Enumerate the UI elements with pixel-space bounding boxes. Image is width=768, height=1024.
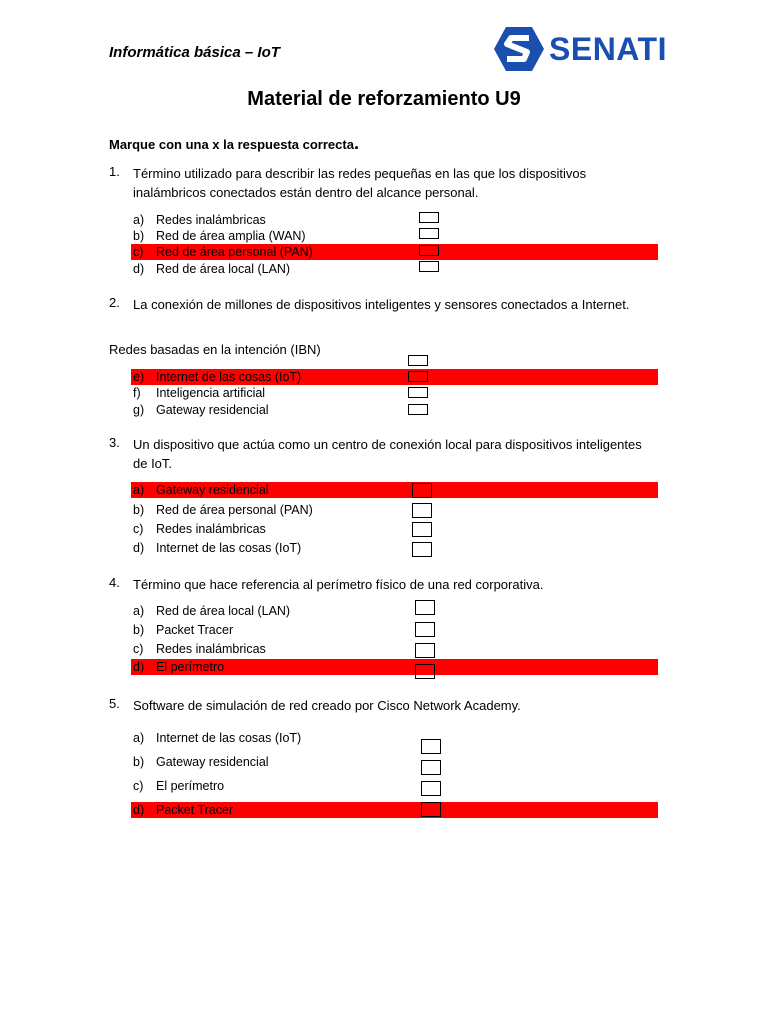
question-number: 2. bbox=[109, 295, 120, 310]
answer-checkbox[interactable] bbox=[415, 664, 435, 679]
question-note: Redes basadas en la intención (IBN) bbox=[109, 342, 321, 357]
answer-checkbox[interactable] bbox=[415, 622, 435, 637]
answer-option: c) Redes inalámbricas bbox=[133, 522, 266, 536]
answer-checkbox[interactable] bbox=[415, 600, 435, 615]
answer-option: d) Red de área local (LAN) bbox=[133, 262, 291, 276]
answer-checkbox[interactable] bbox=[412, 483, 432, 498]
answer-option: a) Redes inalámbricas bbox=[133, 213, 266, 227]
question-number: 3. bbox=[109, 435, 120, 450]
answer-option: c) Redes inalámbricas bbox=[133, 642, 266, 656]
answer-checkbox[interactable] bbox=[412, 542, 432, 557]
question-number: 4. bbox=[109, 575, 120, 590]
instruction-text: Marque con una x la respuesta correcta bbox=[109, 137, 354, 152]
course-title: Informática básica – IoT bbox=[109, 44, 280, 61]
question-text: Término utilizado para describir las redes pequeñas en las que los dispositivos inalámbricos conectados están dentro del alcance personal. bbox=[133, 166, 587, 200]
answer-option: c) El perímetro bbox=[133, 779, 225, 793]
answer-option: b) Packet Tracer bbox=[133, 623, 234, 637]
senati-logo bbox=[493, 26, 683, 72]
answer-option: d) Internet de las cosas (IoT) bbox=[133, 541, 302, 555]
question-number: 5. bbox=[109, 696, 120, 711]
answer-checkbox[interactable] bbox=[412, 503, 432, 518]
answer-checkbox[interactable] bbox=[421, 781, 441, 796]
question-text: Término que hace referencia al perímetro físico de una red corporativa. bbox=[133, 577, 544, 592]
question-text: Un dispositivo que actúa como un centro de conexión local para dispositivos inteligentes de IoT. bbox=[133, 437, 642, 471]
answer-checkbox[interactable] bbox=[408, 355, 428, 366]
question-number: 1. bbox=[109, 164, 120, 179]
answer-checkbox[interactable] bbox=[408, 404, 428, 415]
answer-option: a) Red de área local (LAN) bbox=[133, 604, 291, 618]
answer-checkbox[interactable] bbox=[412, 522, 432, 537]
question-text: Software de simulación de red creado por Cisco Network Academy. bbox=[133, 698, 521, 713]
answer-option: d) Packet Tracer bbox=[133, 803, 234, 817]
answer-checkbox[interactable] bbox=[408, 387, 428, 398]
instruction-dot: . bbox=[353, 133, 359, 153]
answer-option: a) Gateway residencial bbox=[133, 483, 269, 497]
answer-checkbox[interactable] bbox=[415, 643, 435, 658]
answer-checkbox[interactable] bbox=[419, 212, 439, 223]
answer-option: e) Internet de las cosas (IoT) bbox=[133, 370, 302, 384]
answer-checkbox[interactable] bbox=[419, 228, 439, 239]
answer-checkbox[interactable] bbox=[419, 245, 439, 256]
answer-option: g) Gateway residencial bbox=[133, 403, 269, 417]
answer-option: c) Red de área personal (PAN) bbox=[133, 245, 313, 259]
question-text: La conexión de millones de dispositivos inteligentes y sensores conectados a Internet. bbox=[133, 297, 630, 312]
answer-checkbox[interactable] bbox=[421, 739, 441, 754]
answer-option: a) Internet de las cosas (IoT) bbox=[133, 731, 302, 745]
answer-checkbox[interactable] bbox=[419, 261, 439, 272]
answer-option: d) El perímetro bbox=[133, 660, 225, 674]
answer-option: b) Red de área personal (PAN) bbox=[133, 503, 313, 517]
instruction bbox=[109, 133, 359, 154]
page-title: Material de reforzamiento U9 bbox=[247, 88, 521, 110]
answer-option: f) Inteligencia artificial bbox=[133, 386, 266, 400]
answer-checkbox[interactable] bbox=[421, 802, 441, 817]
answer-checkbox[interactable] bbox=[421, 760, 441, 775]
answer-checkbox[interactable] bbox=[408, 371, 428, 382]
answer-option: b) Red de área amplia (WAN) bbox=[133, 229, 306, 243]
senati-logo-icon bbox=[493, 26, 545, 72]
answer-option: b) Gateway residencial bbox=[133, 755, 269, 769]
logo-text: SENATI bbox=[549, 31, 667, 67]
